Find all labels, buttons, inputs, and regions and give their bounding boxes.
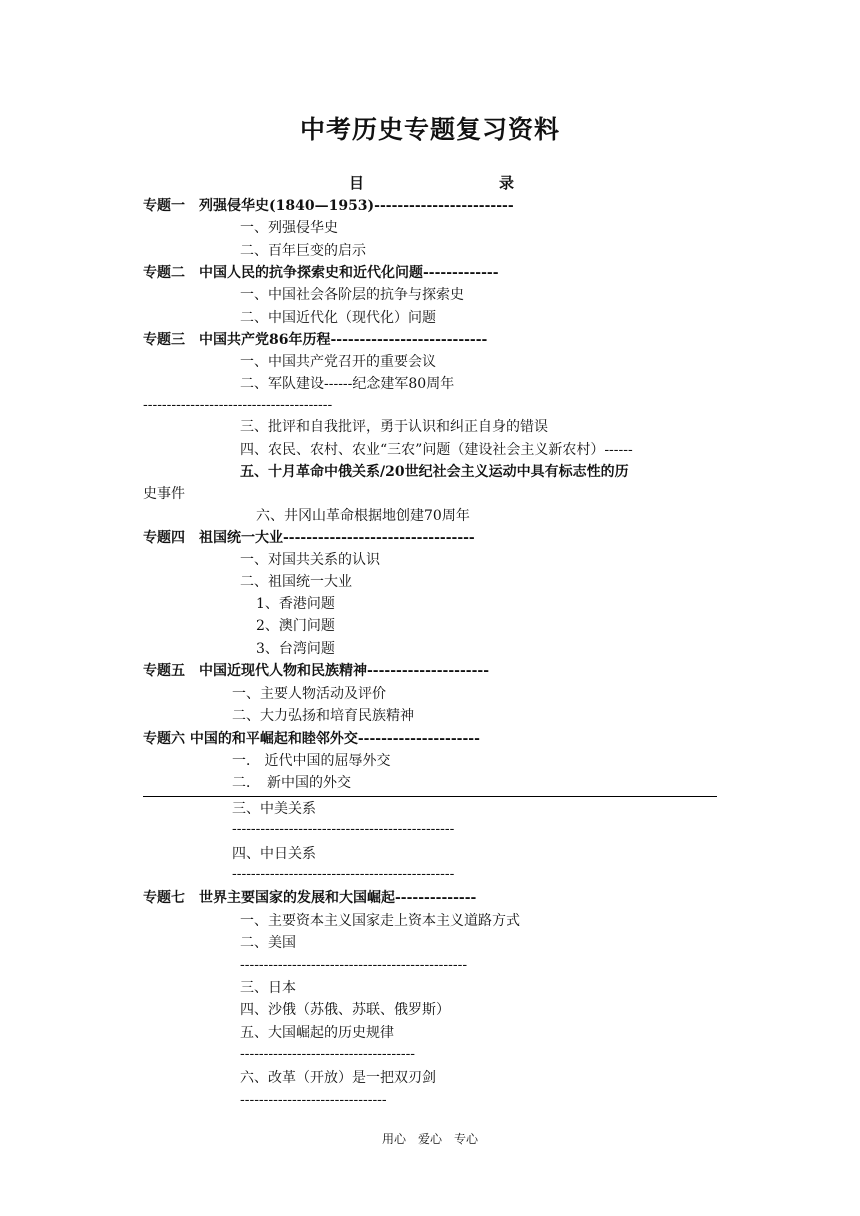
page-footer: 用心 爱心 专心 xyxy=(381,1132,478,1146)
toc-dash-line: ------------------------------- xyxy=(240,1092,387,1108)
toc-topic-5: 专题五 中国近现代人物和民族精神--------------------- xyxy=(143,663,490,679)
toc-item: 四、农民、农村、农业“三农”问题（建设社会主义新农村）------ xyxy=(240,442,633,458)
toc-dash-line: ---------------------------------------- xyxy=(143,397,333,413)
toc-topic-1: 专题一 列强侵华史(1840—1953)------------------------ xyxy=(143,198,514,214)
toc-item: 五、十月革命中俄关系/20世纪社会主义运动中具有标志性的历 xyxy=(240,464,629,480)
document-title: 中考历史专题复习资料 xyxy=(299,115,560,144)
section-divider xyxy=(143,796,717,797)
toc-item: 二、百年巨变的启示 xyxy=(240,243,366,259)
toc-item: 二、大力弘扬和培育民族精神 xyxy=(232,708,414,724)
toc-topic-4: 专题四 祖国统一大业--------------------------------- xyxy=(143,530,475,546)
toc-subitem: 3、台湾问题 xyxy=(256,641,335,657)
toc-item: 一、中国社会各阶层的抗争与探索史 xyxy=(240,287,464,303)
toc-item: 一、列强侵华史 xyxy=(240,220,338,236)
toc-item: 三、批评和自我批评，勇于认识和纠正自身的错误 xyxy=(240,419,548,435)
toc-subitem: 1、香港问题 xyxy=(256,596,335,612)
toc-item: 四、沙俄（苏俄、苏联、俄罗斯） xyxy=(240,1002,450,1018)
toc-topic-7: 专题七 世界主要国家的发展和大国崛起-------------- xyxy=(143,890,477,906)
toc-item: 六、井冈山革命根据地创建70周年 xyxy=(256,508,470,524)
toc-topic-2: 专题二 中国人民的抗争探索史和近代化问题------------- xyxy=(143,265,499,281)
toc-item: 二、中国近代化（现代化）问题 xyxy=(240,310,436,326)
toc-dash-line: ------------------------------------------------ xyxy=(240,957,468,973)
toc-item: 一、中国共产党召开的重要会议 xyxy=(240,354,436,370)
toc-subitem: 2、澳门问题 xyxy=(256,618,335,634)
toc-item: 一、主要人物活动及评价 xyxy=(232,686,386,702)
toc-item: 一、主要资本主义国家走上资本主义道路方式 xyxy=(240,913,520,929)
toc-dash-line: ----------------------------------------------- xyxy=(232,821,455,837)
toc-item: 二、祖国统一大业 xyxy=(240,574,352,590)
toc-item: 二． 新中国的外交 xyxy=(232,775,351,791)
toc-item: 一． 近代中国的屈辱外交 xyxy=(232,753,391,769)
toc-item: 三、中美关系 xyxy=(232,801,316,817)
toc-item: 三、日本 xyxy=(240,980,296,996)
toc-topic-6: 专题六 中国的和平崛起和睦邻外交--------------------- xyxy=(143,731,480,747)
toc-dash-line: ------------------------------------- xyxy=(240,1046,416,1062)
toc-item: 六、改革（开放）是一把双刃剑 xyxy=(240,1070,436,1086)
toc-item: 一、对国共关系的认识 xyxy=(240,552,380,568)
toc-item-continued: 史事件 xyxy=(143,486,185,502)
toc-item: 二、美国 xyxy=(240,935,296,951)
toc-topic-3: 专题三 中国共产党86年历程--------------------------- xyxy=(143,332,488,348)
toc-heading-right: 录 xyxy=(499,174,515,192)
toc-item: 四、中日关系 xyxy=(232,846,316,862)
toc-item: 五、大国崛起的历史规律 xyxy=(240,1025,394,1041)
toc-heading-left: 目 xyxy=(349,174,365,192)
toc-dash-line: ----------------------------------------------- xyxy=(232,866,455,882)
toc-item: 二、军队建设------纪念建军80周年 xyxy=(240,376,455,392)
